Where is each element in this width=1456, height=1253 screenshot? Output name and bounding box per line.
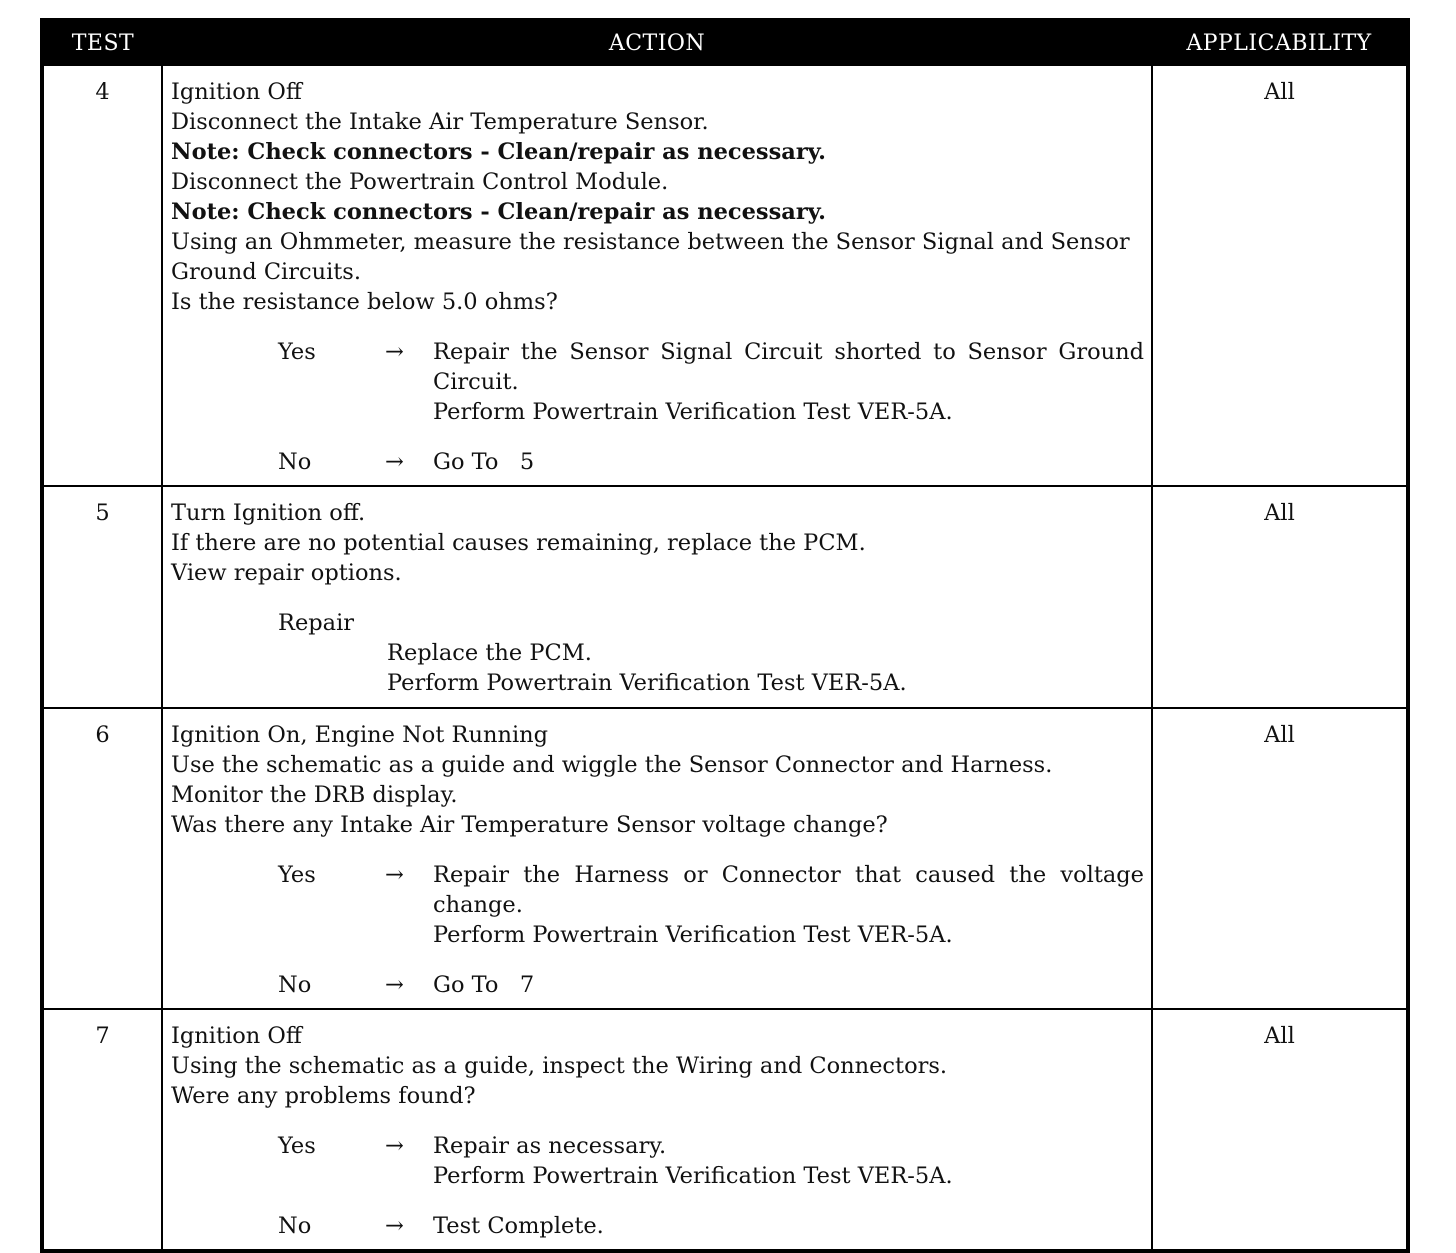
outcomes [171, 860, 1144, 1000]
result-line: Repair the Harness or Connector that caused the voltage change. [433, 862, 1144, 918]
step-line: Using the schematic as a guide, inspect the Wiring and Connectors. [171, 1053, 948, 1079]
step-line: Monitor the DRB display. [171, 782, 458, 808]
right-arrow-icon: → [385, 862, 404, 888]
applicability-cell: All [1152, 708, 1408, 1009]
question-line: Is the resistance below 5.0 ohms? [171, 289, 558, 315]
outcomes [171, 337, 1144, 477]
header-action: ACTION [162, 20, 1152, 65]
action-cell [162, 1009, 1152, 1251]
right-arrow-icon: → [385, 972, 404, 998]
no-result [419, 1211, 1144, 1241]
step-line: Disconnect the Powertrain Control Module. [171, 169, 669, 195]
test-number: 4 [42, 65, 162, 486]
right-arrow-icon: → [385, 1213, 404, 1239]
outcomes [171, 1131, 1144, 1241]
yes-result [419, 337, 1144, 427]
no-label: No [278, 449, 312, 475]
yes-label: Yes [278, 339, 316, 365]
right-arrow-icon: → [385, 1133, 404, 1159]
step-line: Use the schematic as a guide and wiggle the Sensor Connector and Harness. [171, 752, 1053, 778]
applicability-cell: All [1152, 65, 1408, 486]
step-line: Ignition Off [171, 79, 302, 105]
test-row-7 [42, 1009, 1408, 1251]
yes-result [419, 1131, 1144, 1191]
goto-link[interactable]: Go To 7 [433, 972, 535, 998]
yes-result [419, 860, 1144, 950]
action-cell [162, 486, 1152, 708]
no-label: No [278, 972, 312, 998]
right-arrow-icon: → [385, 449, 404, 475]
result-line: Perform Powertrain Verification Test VER-5A. [433, 1163, 953, 1189]
action-cell [162, 65, 1152, 486]
question-line: Were any problems found? [171, 1083, 476, 1109]
goto-link[interactable]: Go To 5 [433, 449, 535, 475]
yes-label: Yes [278, 1133, 316, 1159]
outcome-no [278, 970, 1144, 1000]
outcome-yes [278, 860, 1144, 950]
step-line[interactable]: View repair options. [171, 560, 402, 586]
test-row-4 [42, 65, 1408, 486]
result-line: Perform Powertrain Verification Test VER-5A. [433, 399, 953, 425]
repair-line: Replace the PCM. [387, 640, 592, 666]
header-row [42, 20, 1408, 65]
question-line: Was there any Intake Air Temperature Sensor voltage change? [171, 812, 888, 838]
test-row-5 [42, 486, 1408, 708]
no-result [419, 970, 1144, 1000]
test-number: 6 [42, 708, 162, 1009]
step-line: Disconnect the Intake Air Temperature Sensor. [171, 109, 709, 135]
note-line: Note: Check connectors - Clean/repair as necessary. [171, 139, 826, 165]
outcome-no [278, 1211, 1144, 1241]
repair-label: Repair [278, 610, 355, 636]
test-number: 7 [42, 1009, 162, 1251]
no-label: No [278, 1213, 312, 1239]
test-number: 5 [42, 486, 162, 708]
outcome-yes [278, 1131, 1144, 1191]
step-line: Ignition Off [171, 1023, 302, 1049]
table-header [42, 20, 1408, 65]
result-line: Test Complete. [433, 1213, 604, 1239]
result-line: Circuit. [433, 369, 519, 395]
no-result [419, 447, 1144, 477]
action-cell [162, 708, 1152, 1009]
repair-steps [171, 638, 1144, 698]
result-line: Perform Powertrain Verification Test VER-5A. [433, 922, 953, 948]
result-line: Repair the Sensor Signal Circuit shorted to Sensor Ground [433, 339, 1144, 365]
applicability-cell: All [1152, 486, 1408, 708]
header-applicability: APPLICABILITY [1152, 20, 1408, 65]
repair-line: Perform Powertrain Verification Test VER-5A. [387, 670, 907, 696]
step-line: Ground Circuits. [171, 259, 362, 285]
step-line: Using an Ohmmeter, measure the resistance between the Sensor Signal and Sensor [171, 229, 1130, 255]
diagnostic-test-table [40, 18, 1410, 1253]
repair-options [171, 608, 1144, 638]
header-test: TEST [42, 20, 162, 65]
applicability-cell: All [1152, 1009, 1408, 1251]
outcome-no [278, 447, 1144, 477]
step-line: Turn Ignition off. [171, 500, 366, 526]
note-line: Note: Check connectors - Clean/repair as necessary. [171, 199, 826, 225]
yes-label: Yes [278, 862, 316, 888]
result-line: Repair as necessary. [433, 1133, 667, 1159]
step-line: Ignition On, Engine Not Running [171, 722, 549, 748]
test-row-6 [42, 708, 1408, 1009]
step-line: If there are no potential causes remaining, replace the PCM. [171, 530, 866, 556]
outcome-yes [278, 337, 1144, 427]
right-arrow-icon: → [385, 339, 404, 365]
